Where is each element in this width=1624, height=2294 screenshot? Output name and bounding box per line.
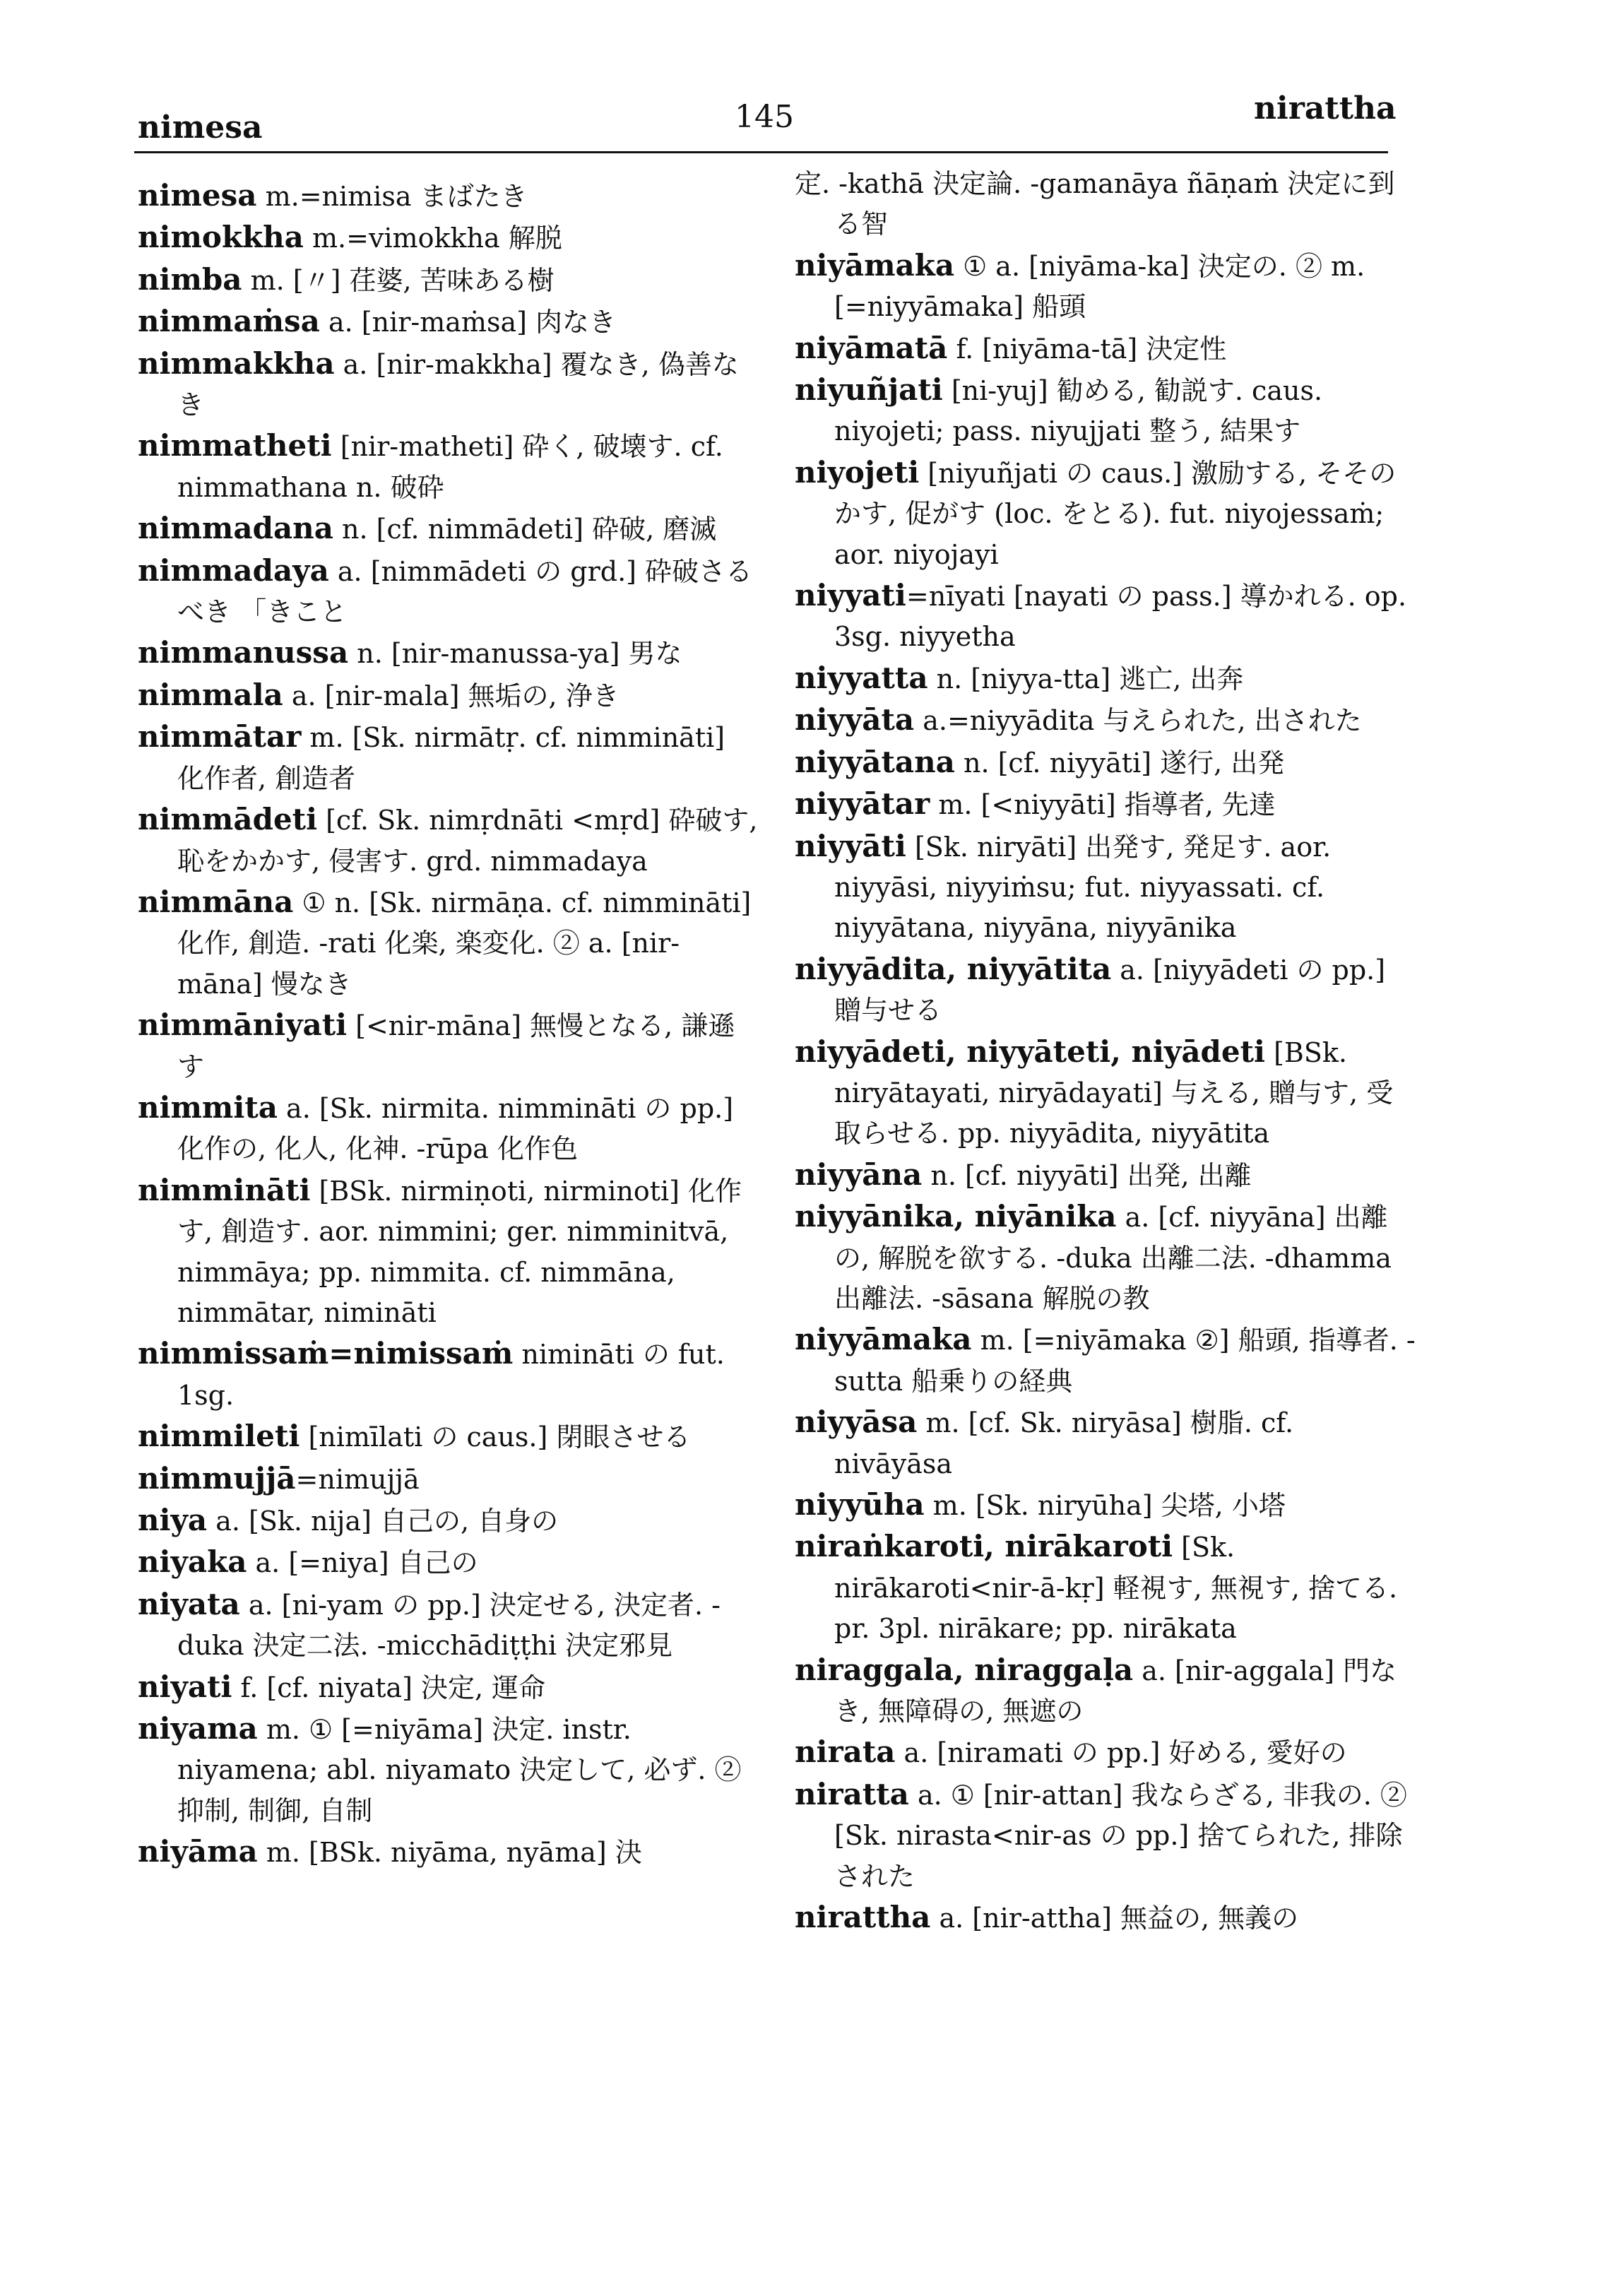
entry-definition: a. [nimmādeti の grd.] 砕破さるべき 「きこと (177, 555, 753, 628)
entry-headword: niyāmaka (795, 247, 955, 283)
right-guide-word: niratthа (1254, 90, 1397, 126)
entry-headword: nimmujjā (138, 1460, 296, 1496)
dictionary-entry (138, 1458, 759, 1500)
entry-definition: a. [cf. niyyāna] 出離の, 解脱を欲する. -duka 出離二法. -dhamma 出離法. -sāsana 解脱の教 (834, 1202, 1392, 1314)
entry-definition: a. [nir-makkha] 覆なき, 偽善なき (177, 348, 739, 421)
dictionary-entry (795, 658, 1416, 699)
dictionary-entry (795, 164, 1416, 245)
entry-definition: [BSk. niryātayati, niryādayati] 与える, 贈与す, 受取らせる. pp. niyyādita, niyyātita (834, 1036, 1394, 1149)
entry-headword: nimmanussa (138, 635, 349, 670)
entry-headword: niyyānika, niyānika (795, 1199, 1117, 1234)
entry-definition: m. [Sk. nirmātṛ. cf. nimmināti] 化作者, 創造者 (177, 722, 725, 794)
dictionary-entry (138, 1087, 759, 1170)
dictionary-entry (138, 1500, 759, 1542)
dictionary-entry (138, 716, 759, 799)
entry-definition: [niyuñjati の caus.] 激励する, そそのかす, 促がす (loc. をとる). fut. niyojessaṁ; aor. niyojayi (834, 457, 1397, 570)
entry-headword: niyyāmaka (795, 1322, 972, 1357)
dictionary-entry (795, 699, 1416, 741)
entry-definition: m. [〃] 荏婆, 苦味ある樹 (242, 264, 555, 296)
entry-headword: niratta (795, 1776, 909, 1811)
entry-headword: nimesa (138, 178, 257, 213)
entry-definition: [BSk. nirmiṇoti, nirminoti] 化作す, 創造す. aor. nimmini; ger. nimminitvā, nimmāya; pp. nimmita. cf. nimmāna, nimmātar, nimināti (177, 1175, 742, 1328)
entry-definition: m. [Sk. niryūha] 尖塔, 小塔 (924, 1490, 1286, 1521)
dictionary-entry (138, 1584, 759, 1667)
entry-headword: niraṅkaroti, nirākaroti (795, 1529, 1173, 1564)
dictionary-entry (138, 425, 759, 508)
entry-definition: m. [=niyāmaka ②] 船頭, 指導者. -sutta 船乗りの経典 (834, 1325, 1416, 1397)
entry-headword: nimmādeti (138, 802, 318, 837)
dictionary-entry (795, 1196, 1416, 1319)
entry-headword: niyati (138, 1669, 232, 1704)
entry-definition: a. [Sk. nirmita. nimmināti の pp.] 化作の, 化人, 化神. -rūpa 化作色 (177, 1092, 734, 1165)
entry-definition: =nīyati [nayati の pass.] 導かれる. op. 3sg. niyyetha (834, 581, 1407, 653)
entry-definition: m. [<niyyāti] 指導者, 先達 (930, 789, 1276, 821)
entry-definition: a. [niyyādeti の pp.] 贈与せる (834, 954, 1386, 1027)
entry-definition: m.=nimisa まばたき (256, 181, 528, 212)
dictionary-entry (138, 675, 759, 716)
entry-headword: niyyātana (795, 744, 955, 779)
entry-headword: niya (138, 1503, 208, 1537)
dictionary-entry (795, 1897, 1416, 1939)
entry-headword: nimba (138, 261, 242, 297)
entry-headword: niyyādita, niyyātita (795, 951, 1112, 986)
dictionary-entry (138, 508, 759, 550)
entry-definition: a. ① [nir-attan] 我ならざる, 非我の. ② [Sk. nirasta<nir-as の pp.] 捨てられた, 排除された (834, 1779, 1407, 1892)
dictionary-entry (138, 1333, 759, 1416)
entry-definition: [<nir-māna] 無慢となる, 謙遜す (177, 1010, 735, 1082)
entry-definition: =nimujjā (295, 1463, 420, 1495)
dictionary-entry (795, 1732, 1416, 1773)
dictionary-entry (138, 1416, 759, 1458)
dictionary-entry (795, 1402, 1416, 1484)
entry-definition: ① a. [niyāma-ka] 決定の. ② m. [=niyyāmaka] 船頭 (834, 250, 1365, 323)
dictionary-entry (138, 301, 759, 343)
entry-definition: n. [cf. niyyāti] 遂行, 出発 (954, 747, 1285, 779)
page-number: 145 (735, 99, 794, 135)
entry-headword: niyāma (138, 1834, 258, 1869)
entry-headword: nimmala (138, 677, 283, 712)
entry-definition: a. [nir-attha] 無益の, 無義の (930, 1903, 1299, 1934)
entry-definition: m.=vimokkha 解脱 (303, 223, 562, 254)
entry-definition: f. [cf. niyata] 決定, 運命 (232, 1672, 546, 1703)
dictionary-entry (138, 1542, 759, 1583)
entry-headword: nimmāniyati (138, 1007, 348, 1043)
dictionary-entry (138, 217, 759, 259)
entry-headword: nimmileti (138, 1419, 300, 1454)
entry-definition: [nimīlati の caus.] 閉眼させる (300, 1421, 691, 1453)
entry-headword: nimmatheti (138, 428, 332, 463)
entry-headword: niyāmatā (795, 330, 948, 365)
dictionary-entry (138, 343, 759, 426)
entry-headword: nimmātar (138, 719, 302, 755)
entry-headword: niyama (138, 1711, 258, 1746)
entry-definition: a. [nir-mala] 無垢の, 浄き (283, 680, 620, 711)
dictionary-entry (795, 1484, 1416, 1526)
entry-headword: nirata (795, 1734, 896, 1770)
dictionary-entry (795, 1526, 1416, 1649)
dictionary-entry (138, 550, 759, 633)
dictionary-entry (795, 1650, 1416, 1732)
entry-headword: niyyātar (795, 786, 930, 822)
entry-headword: nimmadana (138, 511, 333, 546)
entry-headword: nimmadaya (138, 552, 329, 588)
entry-headword: nimmināti (138, 1172, 311, 1207)
dictionary-entry (795, 1031, 1416, 1154)
entry-definition: [Sk. nirākaroti<nir-ā-kṛ] 軽視す, 無視す, 捨てる. pr. 3pl. nirākare; pp. nirākata (834, 1532, 1398, 1645)
dictionary-entry (795, 1774, 1416, 1897)
entry-headword: niyuñjati (795, 372, 943, 408)
entry-definition: ① n. [Sk. nirmāṇa. cf. nimmināti] 化作, 創造. -rati 化楽, 楽変化. ② a. [nir-māna] 慢なき (177, 887, 752, 1000)
entry-definition: a. [=niya] 自己の (247, 1547, 478, 1579)
entry-definition: m. ① [=niyāma] 決定. instr. niyamena; abl. niyamato 決定して, 必ず. ② 抑制, 制御, 自制 (177, 1714, 742, 1826)
entry-headword: niyyādeti, niyyāteti, niyādeti (795, 1034, 1265, 1069)
dictionary-entry (138, 1005, 759, 1087)
dictionary-entry (138, 259, 759, 301)
entry-definition: n. [cf. niyyāti] 出発, 出離 (922, 1159, 1252, 1191)
entry-definition: [cf. Sk. nimṛdnāti <mṛd] 砕破す, 恥をかかす, 侵害す. grd. nimmadaya (177, 805, 758, 877)
dictionary-entry (795, 575, 1416, 658)
dictionary-entry (795, 742, 1416, 784)
entry-headword: nimmissaṁ=nimissaṁ (138, 1336, 514, 1371)
entry-headword: niyyāta (795, 702, 915, 738)
entry-headword: niratthа (795, 1900, 931, 1935)
entry-headword: nimmita (138, 1089, 278, 1125)
entry-definition: 定. -kathā 決定論. -gamanāya ñāṇaṁ 決定に到る智 (795, 168, 1395, 240)
dictionary-entry (795, 245, 1416, 328)
entry-definition: n. [cf. nimmādeti] 砕破, 磨滅 (333, 514, 717, 545)
entry-headword: nimmakkha (138, 345, 335, 381)
entry-headword: niyyāsa (795, 1405, 918, 1440)
entry-definition: [nir-matheti] 砕く, 破壊す. cf. nimmathana n. 破砕 (177, 431, 723, 503)
header-rule (134, 151, 1388, 153)
dictionary-entry (138, 1170, 759, 1334)
entry-headword: niyyāti (795, 828, 906, 863)
dictionary-entry (795, 826, 1416, 949)
entry-definition: a. [ni-yam の pp.] 決定せる, 決定者. -duka 決定二法. -micchādiṭṭhi 決定邪見 (177, 1589, 721, 1662)
entry-headword: niyojeti (795, 454, 920, 490)
entry-definition: nimināti の fut. 1sg. (177, 1339, 725, 1411)
dictionary-entry (795, 1154, 1416, 1196)
dictionary-entry (138, 799, 759, 882)
entry-headword: niyaka (138, 1544, 247, 1580)
dictionary-entry (795, 949, 1416, 1031)
entry-headword: niyata (138, 1586, 240, 1621)
entry-headword: nimmaṁsa (138, 304, 320, 339)
entry-definition: [ni-yuj] 勧める, 勧説す. caus. niyojeti; pass. niyujjati 整う, 結果す (834, 375, 1323, 447)
dictionary-entry (138, 882, 759, 1005)
dictionary-entry (795, 328, 1416, 369)
entry-headword: nimmāna (138, 884, 294, 919)
entry-headword: niyyati (795, 578, 906, 613)
entry-definition: m. [cf. Sk. niryāsa] 樹脂. cf. nivāyāsa (834, 1407, 1294, 1479)
entry-headword: nimokkha (138, 220, 304, 255)
entry-definition: f. [niyāma-tā] 決定性 (947, 333, 1227, 365)
entry-definition: a. [nir-aggala] 門なき, 無障碍の, 無遮の (834, 1655, 1397, 1727)
entry-headword: niyyāna (795, 1157, 923, 1192)
entry-headword: niraggala, niraggaḷa (795, 1652, 1134, 1687)
dictionary-entry (795, 1319, 1416, 1402)
entry-definition: a. [nir-maṁsa] 肉なき (319, 307, 617, 338)
dictionary-entry (795, 369, 1416, 452)
entry-headword: niyyatta (795, 660, 928, 695)
right-column (795, 164, 1416, 1939)
entry-headword: niyyūha (795, 1487, 925, 1522)
entry-definition: n. [nir-manussa-ya] 男な (348, 638, 682, 670)
left-guide-word: nimesa (138, 110, 263, 146)
entry-definition: a. [niramati の pp.] 好める, 愛好の (895, 1737, 1347, 1769)
dictionary-entry (138, 1708, 759, 1831)
left-column (138, 175, 759, 1874)
dictionary-entry (138, 1831, 759, 1873)
entry-definition: m. [BSk. niyāma, nyāma] 決 (257, 1837, 642, 1869)
entry-definition: [Sk. niryāti] 出発す, 発足す. aor. niyyāsi, niyyiṁsu; fut. niyyassati. cf. niyyātana, niyyāna, niyyānika (834, 831, 1332, 944)
entry-definition: a. [Sk. nija] 自己の, 自身の (207, 1506, 559, 1537)
dictionary-entry (138, 175, 759, 217)
entry-definition: a.=niyyādita 与えられた, 出された (914, 705, 1362, 737)
dictionary-entry (138, 632, 759, 674)
dictionary-entry (138, 1667, 759, 1708)
dictionary-entry (795, 452, 1416, 575)
dictionary-entry (795, 784, 1416, 825)
entry-definition: n. [niyya-tta] 逃亡, 出奔 (927, 663, 1244, 694)
